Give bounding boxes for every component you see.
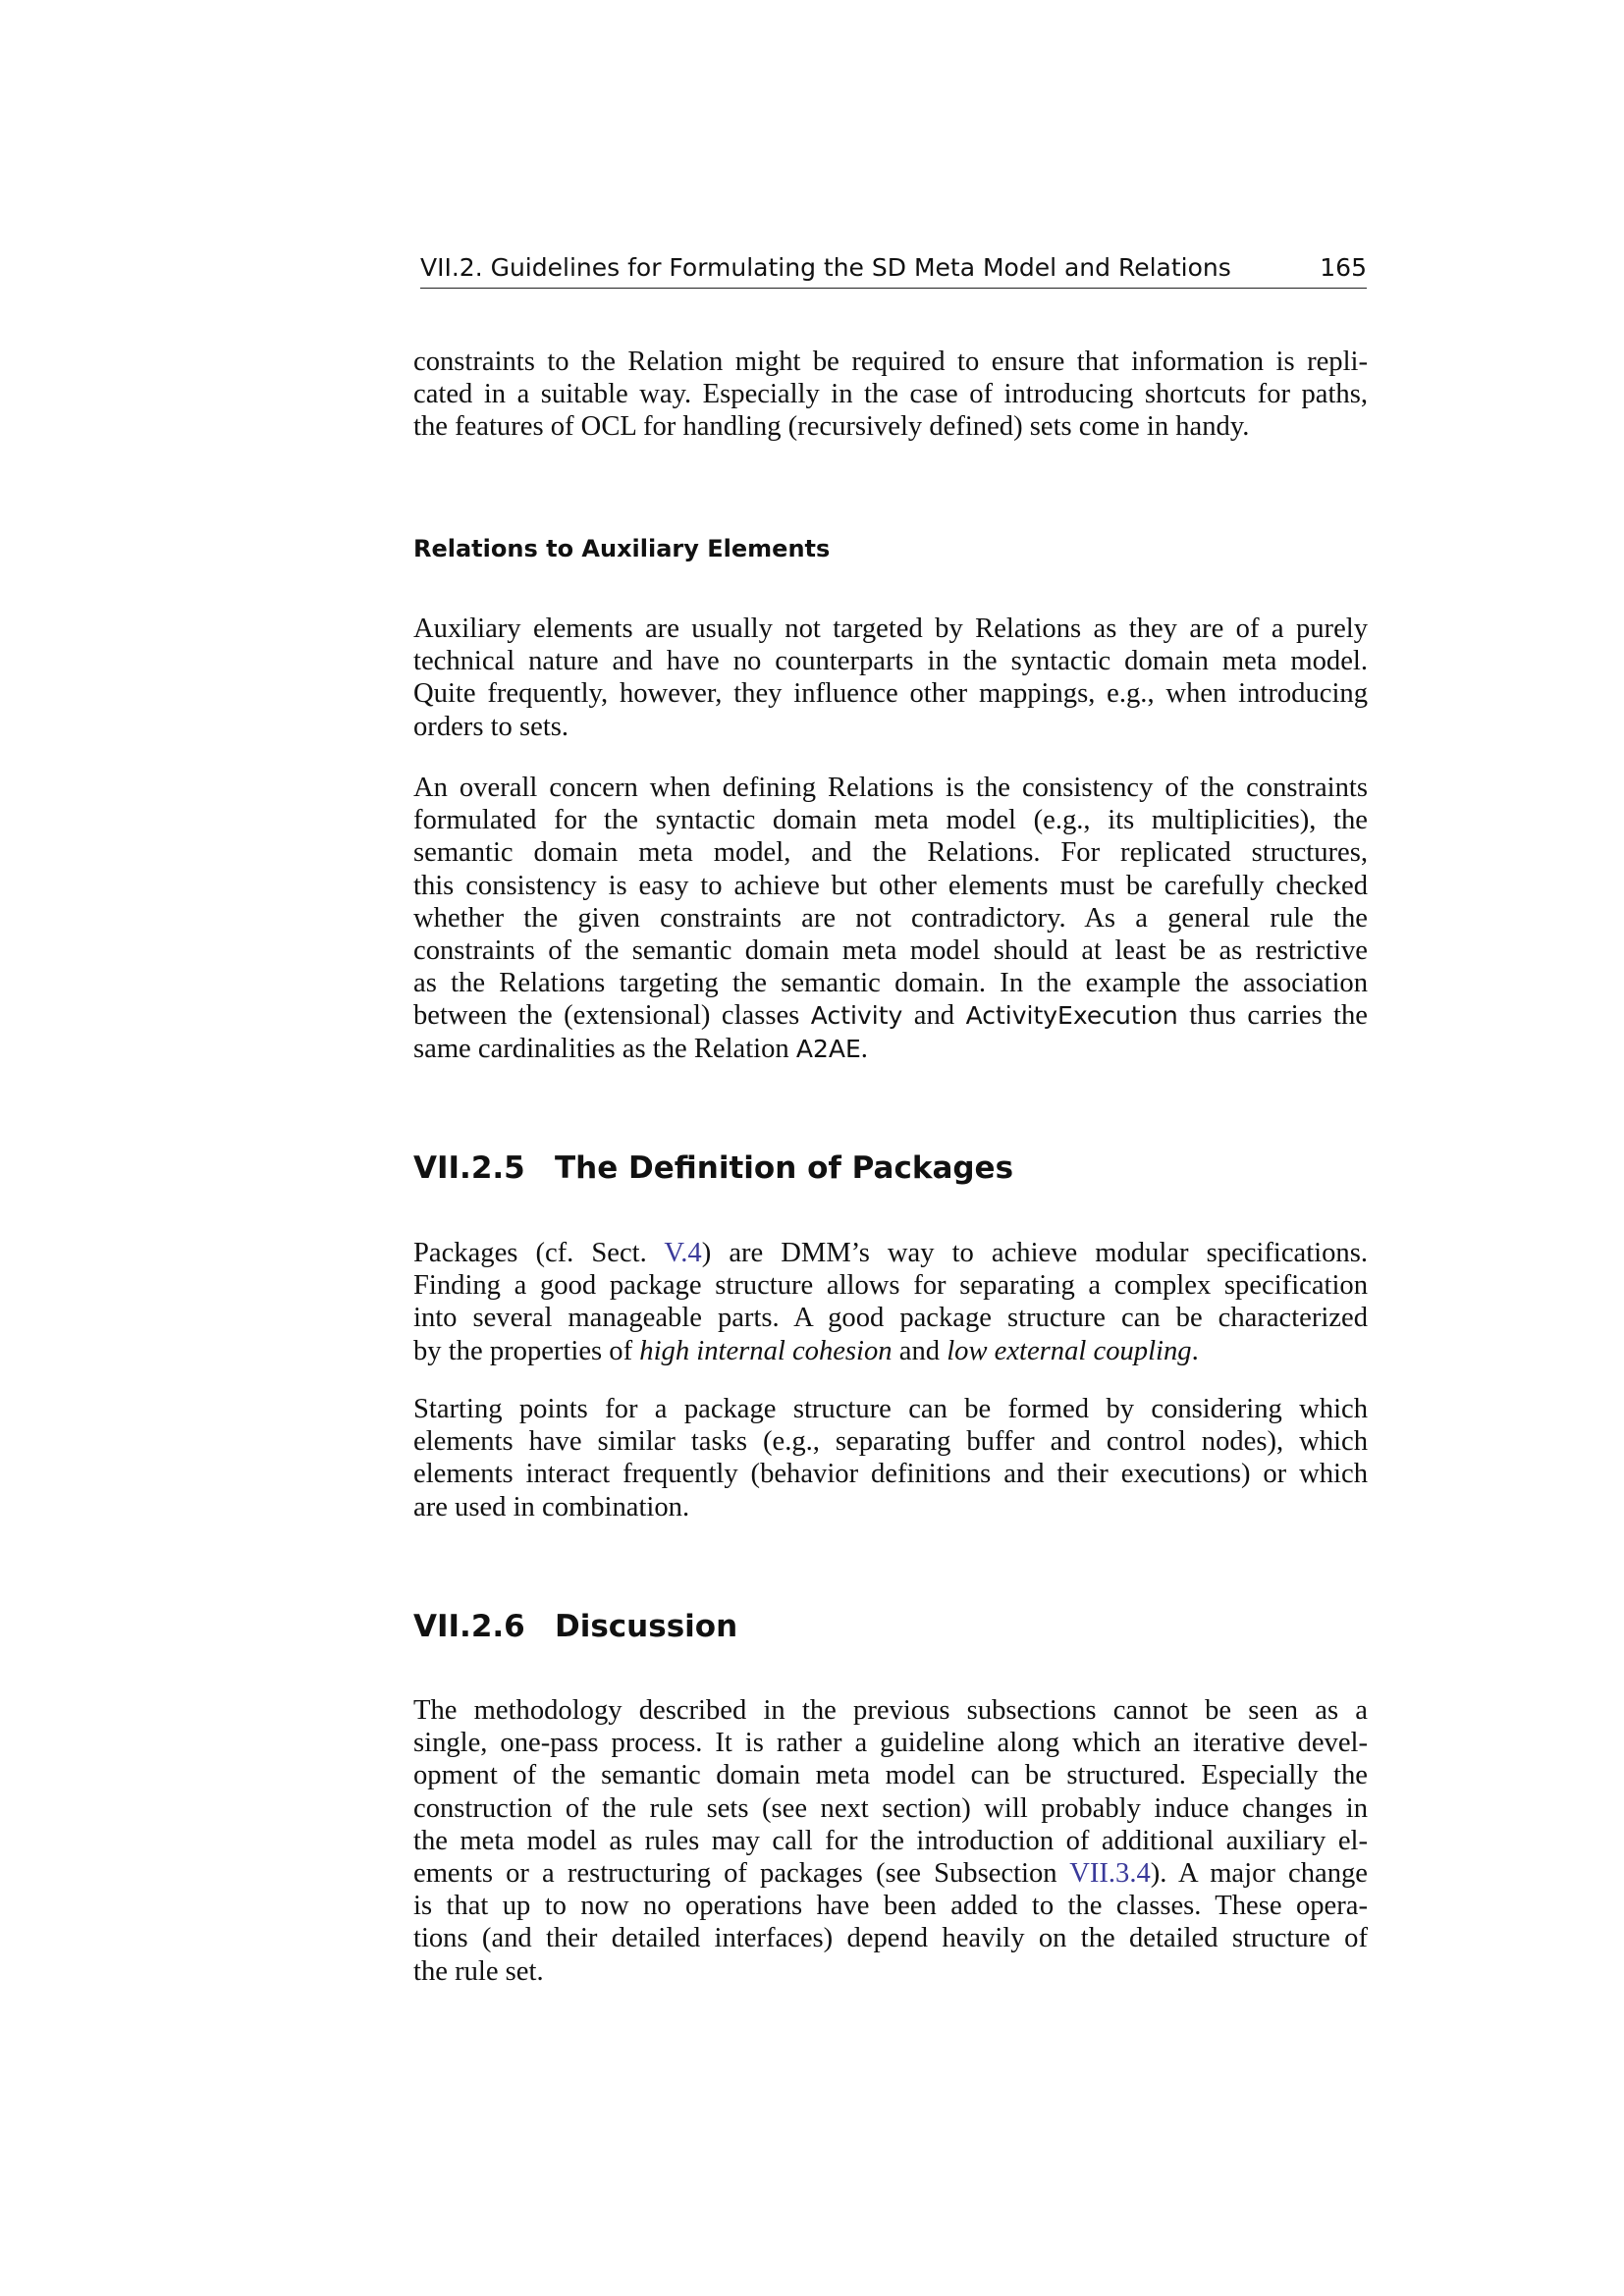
text-line [413,1237,1368,1269]
paragraph-packages [413,1237,1368,1367]
text-line: An overall concern when defining Relations is the consistency of the constraints [413,773,1368,803]
relation-name-a2ae: A2AE [795,1034,861,1063]
text-line: Finding a good package structure allows for separating a complex specification [413,1270,1368,1302]
text-line: is that up to now no operations have been added to the classes. These opera- [413,1891,1368,1922]
text-line [413,1335,1368,1367]
paragraph-auxiliary-elements [413,613,1368,743]
text-line: cated in a suitable way. Especially in the case of introducing shortcuts for paths, [413,379,1368,410]
paragraph-consistency [413,772,1368,1065]
text-line [413,999,1368,1032]
emphasis-text: high internal cohesion [639,1335,893,1366]
section-title: Discussion [555,1609,738,1644]
text-run: ). A major change [1150,1858,1368,1890]
section-heading-packages [413,1150,1013,1186]
text-run: between the (extensional) classes [413,1000,811,1032]
text-line: The methodology described in the previous subsections cannot be seen as a [413,1695,1368,1726]
page-number: 165 [1320,253,1367,282]
text-line: this consistency is easy to achieve but other elements must be carefully checked [413,870,1368,901]
cross-reference-link[interactable]: V.4 [664,1238,702,1268]
text-line: the rule set. [413,1955,544,1987]
text-line: Auxiliary elements are usually not targeted by Relations as they are of a purely [413,614,1368,644]
text-run: ements or a restructuring of packages (see Subsection [413,1858,1070,1890]
subsection-heading-auxiliary: Relations to Auxiliary Elements [413,535,831,562]
text-line: as the Relations targeting the semantic domain. In the example the association [413,968,1368,999]
class-name-activity-execution: ActivityExecution [965,1001,1178,1031]
paragraph-constraints [413,346,1368,444]
text-run: by the properties of [413,1335,640,1366]
text-run: Packages (cf. Sect. [413,1238,665,1268]
text-line: elements have similar tasks (e.g., separating buffer and control nodes), which [413,1426,1368,1458]
paragraph-discussion [413,1694,1368,1988]
text-line: constraints of the semantic domain meta model should at least be as restrictive [413,935,1368,967]
text-line: the meta model as rules may call for the introduction of additional auxiliary el- [413,1825,1368,1856]
text-line: elements interact frequently (behavior definitions and their executions) or which [413,1459,1368,1490]
text-line: tions (and their detailed interfaces) depend heavily on the detailed structure of [413,1923,1368,1954]
text-line: Starting points for a package structure can be formed by considering which [413,1394,1368,1424]
text-line [413,1857,1368,1890]
text-line: construction of the rule sets (see next section) will probably induce changes in [413,1792,1368,1824]
text-line: opment of the semantic domain meta model can be structured. Especially the [413,1760,1368,1791]
section-heading-discussion [413,1609,737,1644]
text-line: are used in combination. [413,1491,690,1522]
text-line: into several manageable parts. A good package structure can be characterized [413,1303,1368,1334]
class-name-activity: Activity [810,1001,903,1031]
text-line: formulated for the syntactic domain meta model (e.g., its multiplicities), the [413,805,1368,836]
running-header [420,253,1367,289]
running-title: VII.2. Guidelines for Formulating the SD Meta Model and Relations [420,253,1231,282]
text-run: and [902,1000,966,1032]
text-run: ) are DMM’s way to achieve modular specifications. [701,1238,1368,1268]
text-line: the features of OCL for handling (recursively defined) sets come in handy. [413,411,1250,443]
text-line: semantic domain meta model, and the Relations. For replicated structures, [413,837,1368,869]
text-line: orders to sets. [413,711,569,742]
text-run: thus carries the [1177,1000,1368,1032]
cross-reference-link[interactable]: VII.3.4 [1069,1858,1151,1890]
text-line [413,1033,1368,1065]
text-line: single, one-pass process. It is rather a guideline along which an iterative devel- [413,1728,1368,1759]
section-number: VII.2.6 [413,1609,525,1644]
paragraph-starting-points [413,1393,1368,1523]
text-line: Quite frequently, however, they influence other mappings, e.g., when introducing [413,678,1368,710]
section-number: VII.2.5 [413,1150,525,1186]
text-line: technical nature and have no counterparts in the syntactic domain meta model. [413,646,1368,677]
text-run: . [1191,1335,1199,1366]
emphasis-text: low external coupling [947,1335,1192,1366]
text-line: constraints to the Relation might be required to ensure that information is repli- [413,347,1368,377]
text-run: . [860,1033,868,1064]
section-title: The Definition of Packages [555,1150,1014,1186]
text-run: and [892,1335,947,1366]
text-line: whether the given constraints are not contradictory. As a general rule the [413,902,1368,934]
text-run: same cardinalities as the Relation [413,1033,796,1064]
